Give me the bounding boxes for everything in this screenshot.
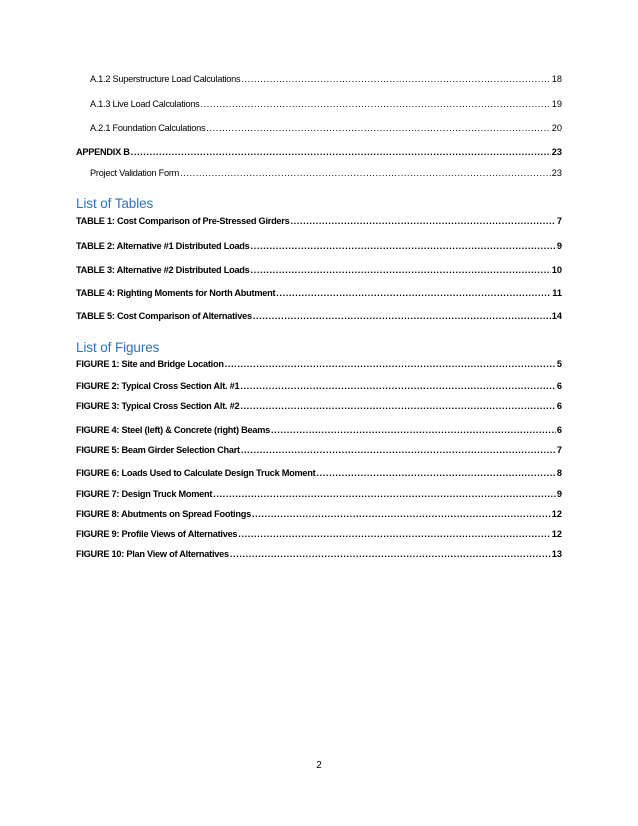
table-entry-4[interactable]: [76, 287, 562, 299]
dot-leader: [316, 467, 555, 479]
toc-entry-page: 23: [551, 147, 562, 157]
figure-entry-title: FIGURE 9: Profile Views of Alternatives: [76, 529, 238, 539]
dot-leader: [251, 264, 551, 276]
table-entry-1[interactable]: [76, 215, 562, 227]
figure-entry-title: FIGURE 10: Plan View of Alternatives: [76, 549, 229, 559]
figure-entry-title: FIGURE 2: Typical Cross Section Alt. #1: [76, 381, 240, 391]
toc-entry-a-1-3[interactable]: [90, 98, 562, 110]
dot-leader: [251, 240, 556, 252]
figure-entry-9[interactable]: [76, 528, 562, 540]
toc-entry-title: A.1.3 Live Load Calculations: [90, 99, 200, 109]
table-entry-title: TABLE 5: Cost Comparison of Alternatives: [76, 311, 252, 321]
dot-leader: [253, 310, 551, 322]
figure-entry-1[interactable]: [76, 358, 562, 370]
figure-entry-title: FIGURE 5: Beam Girder Selection Chart: [76, 445, 240, 455]
dot-leader: [276, 287, 551, 299]
figure-entry-title: FIGURE 1: Site and Bridge Location: [76, 359, 224, 369]
dot-leader: [241, 73, 550, 85]
figure-entry-title: FIGURE 3: Typical Cross Section Alt. #2: [76, 401, 240, 411]
dot-leader: [238, 528, 550, 540]
figure-entry-page: 6: [556, 381, 562, 391]
toc-entry-page: 18: [551, 74, 562, 84]
table-entry-5[interactable]: [76, 310, 562, 322]
figure-entry-page: 12: [551, 529, 562, 539]
toc-entry-project-validation-form[interactable]: [90, 167, 562, 179]
toc-entry-title: APPENDIX B: [76, 147, 130, 157]
dot-leader: [225, 358, 556, 370]
dot-leader: [240, 400, 556, 412]
table-entry-2[interactable]: [76, 240, 562, 252]
list-of-figures-heading: List of Figures: [76, 340, 160, 355]
toc-entry-a-1-2[interactable]: [90, 73, 562, 85]
figure-entry-page: 13: [551, 549, 562, 559]
dot-leader: [213, 488, 556, 500]
figure-entry-page: 5: [556, 359, 562, 369]
figure-entry-5[interactable]: [76, 444, 562, 456]
table-entry-page: 11: [552, 288, 562, 298]
figure-entry-3[interactable]: [76, 400, 562, 412]
toc-entry-page: 20: [551, 123, 562, 133]
table-entry-title: TABLE 1: Cost Comparison of Pre-Stressed Girders: [76, 216, 290, 226]
toc-entry-page: 19: [551, 99, 562, 109]
table-entry-title: TABLE 4: Righting Moments for North Abutment: [76, 288, 276, 298]
figure-entry-2[interactable]: [76, 380, 562, 392]
dot-leader: [206, 122, 550, 134]
figure-entry-title: FIGURE 6: Loads Used to Calculate Design Truck Moment: [76, 468, 316, 478]
dot-leader: [290, 215, 555, 227]
toc-entry-title: A.1.2 Superstructure Load Calculations: [90, 74, 241, 84]
figure-entry-7[interactable]: [76, 488, 562, 500]
toc-entry-a-2-1[interactable]: [90, 122, 562, 134]
figure-entry-8[interactable]: [76, 508, 562, 520]
table-entry-page: 9: [556, 241, 562, 251]
toc-entry-page: 23: [551, 168, 562, 178]
figure-entry-page: 9: [556, 489, 562, 499]
dot-leader: [131, 146, 551, 158]
figure-entry-title: FIGURE 4: Steel (left) & Concrete (right) Beams: [76, 425, 270, 435]
figure-entry-page: 6: [556, 425, 562, 435]
table-entry-title: TABLE 3: Alternative #2 Distributed Loads: [76, 265, 250, 275]
figure-entry-page: 6: [556, 401, 562, 411]
figure-entry-6[interactable]: [76, 467, 562, 479]
table-entry-3[interactable]: [76, 264, 562, 276]
table-entry-page: 7: [556, 216, 562, 226]
figure-entry-page: 8: [556, 468, 562, 478]
table-entry-title: TABLE 2: Alternative #1 Distributed Loads: [76, 241, 250, 251]
figure-entry-10[interactable]: [76, 548, 562, 560]
dot-leader: [252, 508, 551, 520]
figure-entry-title: FIGURE 8: Abutments on Spread Footings: [76, 509, 251, 519]
dot-leader: [271, 424, 556, 436]
figure-entry-page: 12: [551, 509, 562, 519]
table-entry-page: 14: [551, 311, 562, 321]
toc-entry-appendix-b[interactable]: [76, 146, 562, 158]
figure-entry-title: FIGURE 7: Design Truck Moment: [76, 489, 213, 499]
table-entry-page: 10: [551, 265, 562, 275]
figure-entry-page: 7: [556, 445, 562, 455]
page-number: 2: [316, 760, 322, 771]
toc-entry-title: A.2.1 Foundation Calculations: [90, 123, 206, 133]
figure-entry-4[interactable]: [76, 424, 562, 436]
toc-entry-title: Project Validation Form: [90, 168, 180, 178]
dot-leader: [240, 380, 556, 392]
dot-leader: [180, 167, 551, 179]
list-of-tables-heading: List of Tables: [76, 196, 154, 211]
dot-leader: [241, 444, 556, 456]
dot-leader: [230, 548, 551, 560]
dot-leader: [200, 98, 550, 110]
